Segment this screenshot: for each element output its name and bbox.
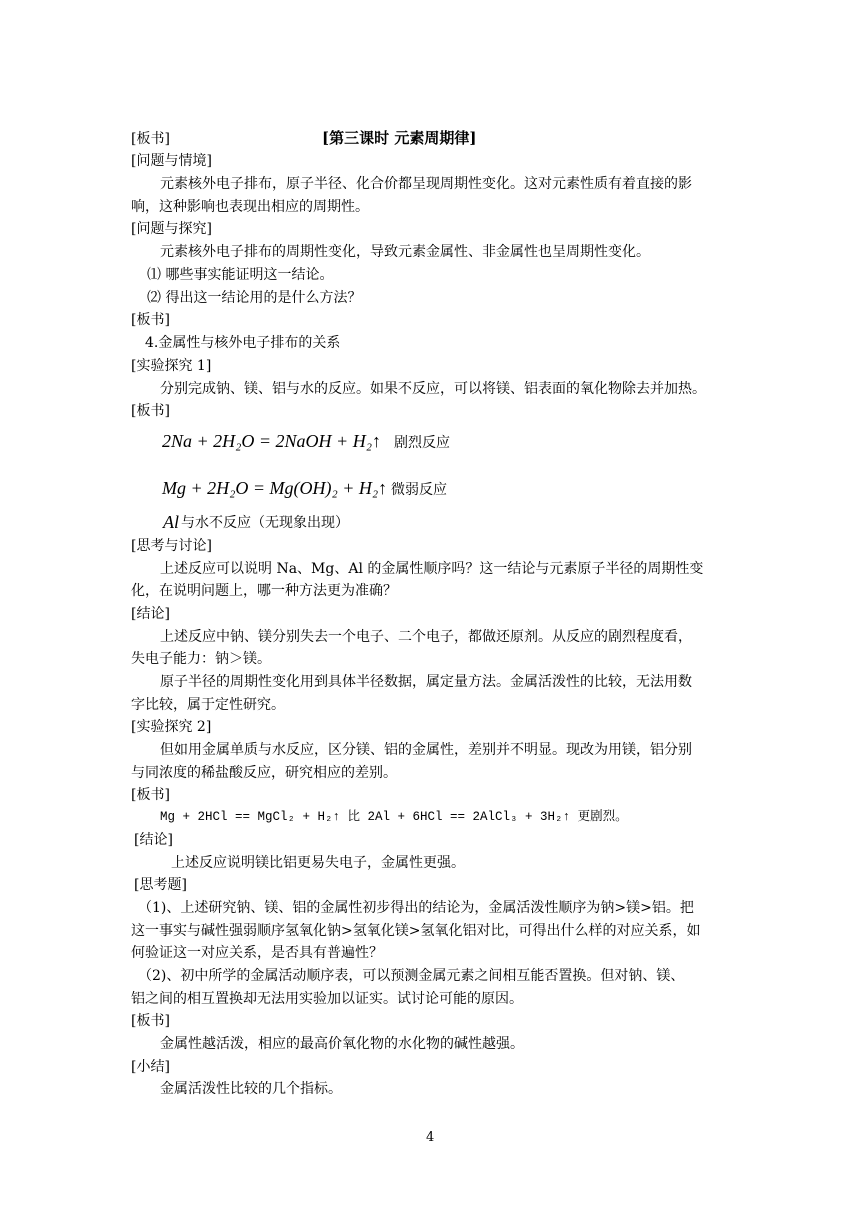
paragraph-line: 失电子能力：钠＞镁。 xyxy=(131,651,271,667)
page-number: 4 xyxy=(426,1130,435,1145)
equation-note: 剧烈反应 xyxy=(394,435,450,451)
section-heading: [板书] xyxy=(131,787,170,803)
paragraph-line: 这一事实与碱性强弱顺序氢氧化钠>氢氧化镁>氢氧化铝对比，可得出什么样的对应关系，如 xyxy=(131,923,701,939)
paragraph-line: 化，在说明问题上，哪一种方法更为准确？ xyxy=(131,583,397,599)
equation-sodium-water: 2Na + 2H₂O = 2NaOH + H₂↑ xyxy=(162,431,381,451)
paragraph-line: 原子半径的周期性变化用到具体半径数据，属定量方法。金属活泼性的比较，无法用数 xyxy=(160,674,692,690)
paragraph-line: 金属性越活泼，相应的最高价氧化物的水化物的碱性越强。 xyxy=(160,1036,524,1052)
section-heading: [思考题] xyxy=(134,877,187,893)
paragraph-line: 响，这种影响也表现出相应的周期性。 xyxy=(131,199,369,215)
list-item: ⑴ 哪些事实能证明这一结论。 xyxy=(147,267,334,283)
paragraph-line: 金属活泼性比较的几个指标。 xyxy=(160,1081,342,1097)
paragraph-line: 字比较，属于定性研究。 xyxy=(131,697,285,713)
lesson-title: [第三课时 元素周期律] xyxy=(322,129,477,147)
section-heading: [结论] xyxy=(134,832,173,848)
paragraph-line: 上述反应中钠、镁分别失去一个电子、二个电子，都做还原剂。从反应的剧烈程度看， xyxy=(160,629,692,645)
paragraph-line: 上述反应说明镁比铝更易失电子，金属性更强。 xyxy=(171,855,465,871)
section-heading: [实验探究 2] xyxy=(131,719,212,735)
section-heading: [板书] xyxy=(131,403,170,419)
paragraph-line: 分别完成钠、镁、铝与水的反应。如果不反应，可以将镁、铝表面的氧化物除去并加热。 xyxy=(160,381,706,397)
paragraph-line: 上述反应可以说明 Na、Mg、Al 的金属性顺序吗？这一结论与元素原子半径的周期性变 xyxy=(160,561,704,577)
subheading: 4.金属性与核外电子排布的关系 xyxy=(145,335,341,351)
section-heading: [问题与探究] xyxy=(131,221,212,237)
paragraph-line: 但如用金属单质与水反应，区分镁、铝的金属性，差别并不明显。现改为用镁，铝分别 xyxy=(160,742,692,758)
paragraph-line: 元素核外电子排布，原子半径、化合价都呈现周期性变化。这对元素性质有着直接的影 xyxy=(160,176,692,192)
section-heading: [板书] xyxy=(131,1013,170,1029)
paragraph-line: 何验证这一对应关系，是否具有普遍性？ xyxy=(131,945,383,961)
section-heading: [结论] xyxy=(131,606,170,622)
paragraph-line: 与同浓度的稀盐酸反应，研究相应的差别。 xyxy=(131,765,397,781)
section-heading: [思考与讨论] xyxy=(131,538,212,554)
equation-note: 微弱反应 xyxy=(391,482,447,498)
equation-magnesium-water: Mg + 2H₂O = Mg(OH)₂ + H₂↑ xyxy=(162,478,388,498)
section-heading: [实验探究 1] xyxy=(131,358,212,374)
paragraph-line: 与水不反应（无现象出现） xyxy=(181,515,349,531)
paragraph-line: 铝之间的相互置换却无法用实验加以证实。试讨论可能的原因。 xyxy=(131,991,523,1007)
aluminium-symbol: Al xyxy=(163,512,179,532)
board-tag: [板书] xyxy=(131,131,170,147)
paragraph-line: （2)、初中所学的金属活动顺序表，可以预测金属元素之间相互能否置换。但对钠、镁、 xyxy=(138,968,685,984)
paragraph-line: 元素核外电子排布的周期性变化，导致元素金属性、非金属性也呈周期性变化。 xyxy=(160,244,650,260)
equation-hcl-comparison: Mg + 2HCl == MgCl₂ + H₂↑ 比 2Al + 6HCl == 2AlCl₃ + 3H₂↑ 更剧烈。 xyxy=(160,810,628,824)
section-heading: [板书] xyxy=(131,312,170,328)
section-heading: [问题与情境] xyxy=(131,153,212,169)
list-item: ⑵ 得出这一结论用的是什么方法？ xyxy=(147,290,362,306)
section-heading: [小结] xyxy=(131,1059,170,1075)
paragraph-line: （1)、上述研究钠、镁、铝的金属性初步得出的结论为，金属活泼性顺序为钠>镁>铝。把 xyxy=(138,900,694,916)
